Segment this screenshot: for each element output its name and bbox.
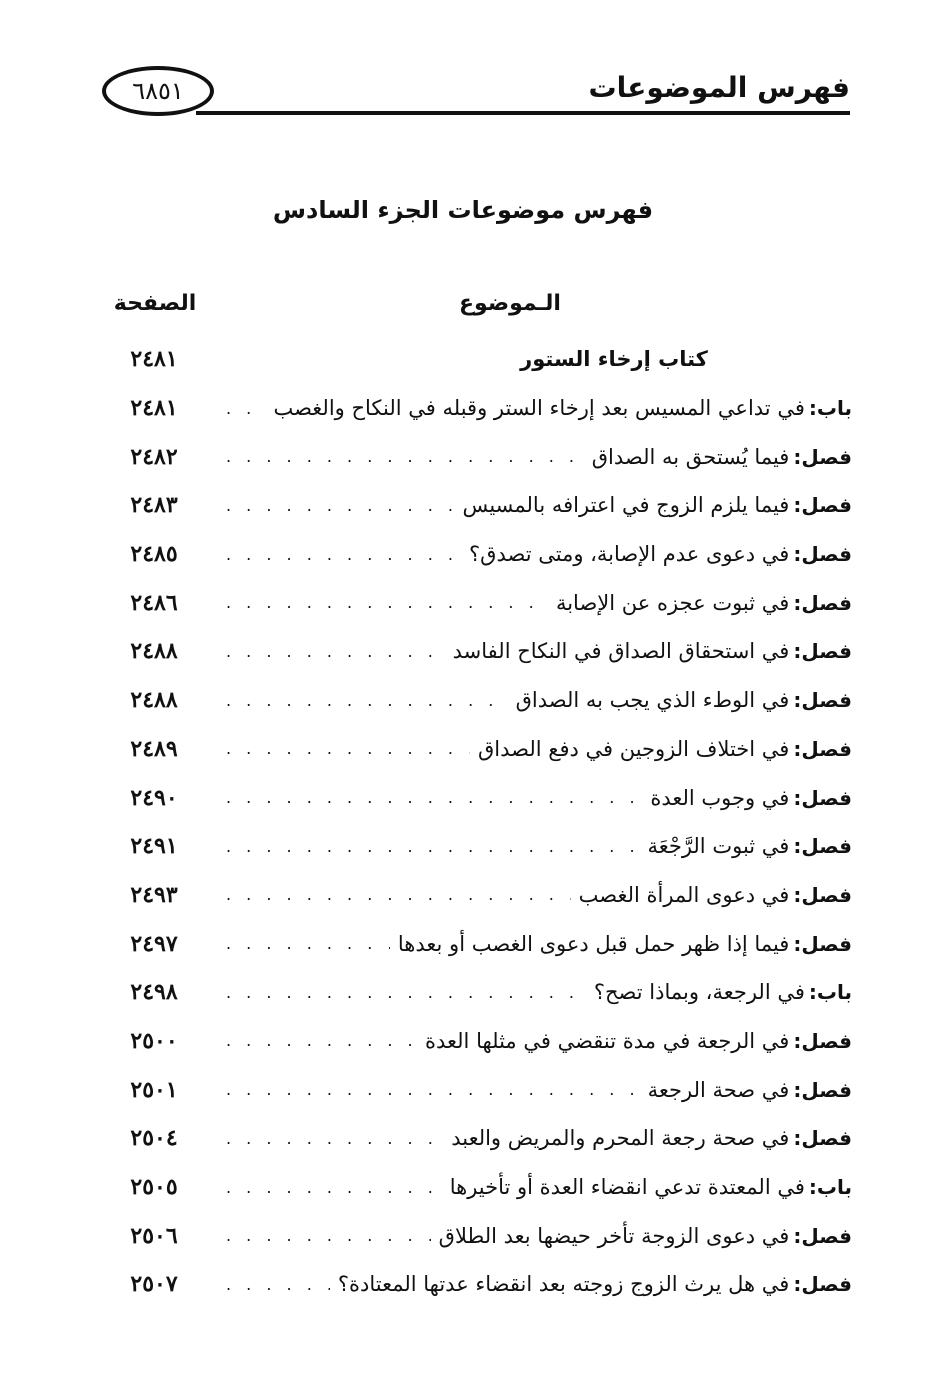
toc-entry-label: فصل: — [793, 931, 852, 956]
toc-entry-text — [226, 822, 852, 871]
toc-entry-text — [226, 725, 852, 774]
toc-entry-text — [226, 968, 852, 1017]
page-number-badge: ٦٨٥١ — [102, 66, 214, 116]
toc-entry-label: فصل: — [793, 1126, 852, 1151]
toc-entry-label: فصل: — [793, 736, 852, 761]
toc-entry-text — [226, 1211, 852, 1260]
toc-row — [96, 530, 852, 579]
toc-entry-text — [226, 919, 852, 968]
toc-entry-text — [226, 1114, 852, 1163]
running-header — [96, 66, 850, 120]
leader-dots — [226, 1178, 442, 1197]
leader-dots — [226, 496, 455, 515]
toc-entry-label: فصل: — [793, 785, 852, 810]
toc-entry-subject: فيما يلزم الزوج في اعترافه بالمسيس — [462, 493, 790, 518]
column-header-page: الصفحة — [113, 291, 197, 316]
toc-entry-subject: في وجوب العدة — [650, 785, 790, 810]
toc-entry-subject: في الرجعة، وبماذا تصح؟ — [593, 980, 805, 1005]
header-rule — [196, 111, 850, 115]
leader-dots — [226, 934, 390, 953]
toc-entry-subject: في الوطء الذي يجب به الصداق — [515, 688, 790, 713]
toc-entry-page: ٢٥٠١ — [130, 1076, 178, 1103]
toc-row — [96, 822, 852, 871]
toc-entry-page: ٢٤٨١ — [130, 395, 178, 422]
toc-row — [96, 725, 852, 774]
leader-dots — [226, 1275, 330, 1294]
toc-entry-label: فصل: — [793, 834, 852, 859]
toc-entry-subject: في استحقاق الصداق في النكاح الفاسد — [452, 639, 790, 664]
toc-entry-label: فصل: — [793, 590, 852, 615]
toc-entry-page: ٢٤٩٣ — [130, 881, 178, 908]
toc-entry-subject: في دعوى المرأة الغصب — [578, 882, 790, 907]
leader-dots — [226, 1226, 431, 1245]
toc-entry-subject: فيما إذا ظهر حمل قبل دعوى الغصب أو بعدها — [397, 931, 790, 956]
toc-entry-page: ٢٤٩٨ — [130, 979, 178, 1006]
leader-dots — [226, 1129, 443, 1148]
toc-entry-text — [226, 773, 852, 822]
toc-row — [96, 432, 852, 481]
toc-entry-page: ٢٤٨٥ — [130, 541, 178, 568]
toc-row — [96, 773, 852, 822]
leader-dots — [226, 447, 584, 466]
toc-entry-page: ٢٤٨٦ — [130, 589, 178, 616]
toc-row — [96, 1211, 852, 1260]
toc-entry-subject: في اختلاف الزوجين في دفع الصداق — [478, 736, 790, 761]
toc-row — [96, 481, 852, 530]
toc-entry-page: ٢٥٠٠ — [130, 1027, 178, 1054]
toc-entry-subject: في صحة الرجعة — [647, 1077, 790, 1102]
toc-entry-page: ٢٤٨٩ — [130, 735, 178, 762]
toc-entry-text — [226, 384, 852, 433]
toc-entry-text — [226, 627, 852, 676]
toc-row — [96, 871, 852, 920]
toc-entry-subject: في دعوى عدم الإصابة، ومتى تصدق؟ — [469, 542, 790, 567]
toc-entry-page: ٢٤٩١ — [130, 833, 178, 860]
toc-row — [96, 1163, 852, 1212]
toc-entry-label: فصل: — [793, 1077, 852, 1102]
toc-row — [96, 919, 852, 968]
leader-dots — [226, 837, 639, 856]
leader-dots — [226, 739, 470, 758]
toc-entry-label: فصل: — [793, 444, 852, 469]
toc-entry-subject: في هل يرث الزوج زوجته بعد انقضاء عدتها المعتادة؟ — [337, 1272, 790, 1297]
toc-entry-label: فصل: — [793, 542, 852, 567]
toc-entry-subject: فيما يُستحق به الصداق — [591, 444, 790, 469]
toc-row — [96, 627, 852, 676]
leader-dots — [226, 1031, 417, 1050]
toc-row — [96, 578, 852, 627]
toc-entry-label: باب: — [808, 396, 852, 421]
toc-row — [96, 968, 852, 1017]
toc-entry-text — [226, 1260, 852, 1309]
toc-entry-label: فصل: — [793, 1272, 852, 1297]
toc-entry-text — [226, 335, 852, 384]
toc-entry-label: باب: — [808, 980, 852, 1005]
toc-entry-text — [226, 871, 852, 920]
toc-entry-label: فصل: — [793, 688, 852, 713]
toc-entry-label: فصل: — [793, 493, 852, 518]
toc-entry-page: ٢٤٨٢ — [130, 443, 178, 470]
toc-entry-page: ٢٥٠٥ — [130, 1174, 178, 1201]
toc-list — [96, 335, 852, 1309]
toc-entry-subject: في ثبوت عجزه عن الإصابة — [555, 590, 790, 615]
toc-row — [96, 335, 852, 384]
toc-entry-subject: في ثبوت الرَّجْعَة — [647, 834, 790, 859]
toc-row — [96, 1017, 852, 1066]
leader-dots — [226, 983, 586, 1002]
leader-dots — [226, 593, 548, 612]
leader-dots — [226, 642, 445, 661]
header-title: فهرس الموضوعات — [588, 71, 850, 104]
toc-row — [96, 1065, 852, 1114]
toc-entry-page: ٢٤٨٨ — [130, 687, 178, 714]
section-title: فهرس موضوعات الجزء السادس — [272, 196, 654, 224]
toc-entry-text — [226, 1163, 852, 1212]
leader-dots — [226, 1080, 640, 1099]
toc-entry-text — [226, 676, 852, 725]
toc-entry-label: فصل: — [793, 1223, 852, 1248]
column-header-subject: الـموضوع — [459, 291, 561, 316]
toc-entry-page: ٢٤٩٧ — [130, 930, 178, 957]
leader-dots — [226, 399, 265, 418]
toc-entry-text — [226, 578, 852, 627]
toc-entry-subject: كتاب إرخاء الستور — [520, 347, 708, 372]
toc-entry-page: ٢٤٨٣ — [130, 492, 178, 519]
toc-row — [96, 1260, 852, 1309]
toc-entry-text — [226, 1017, 852, 1066]
toc-entry-page: ٢٥٠٧ — [130, 1271, 178, 1298]
toc-entry-subject: في المعتدة تدعي انقضاء العدة أو تأخيرها — [449, 1175, 805, 1200]
toc-row — [96, 384, 852, 433]
leader-dots — [226, 545, 461, 564]
toc-entry-label: فصل: — [793, 1028, 852, 1053]
toc-entry-label: فصل: — [793, 639, 852, 664]
toc-entry-subject: في صحة رجعة المحرم والمريض والعبد — [451, 1126, 790, 1151]
toc-entry-subject: في دعوى الزوجة تأخر حيضها بعد الطلاق — [438, 1223, 790, 1248]
toc-entry-subject: في الرجعة في مدة تنقضي في مثلها العدة — [425, 1028, 790, 1053]
toc-entry-page: ٢٥٠٦ — [130, 1222, 178, 1249]
toc-row — [96, 676, 852, 725]
leader-dots — [226, 885, 571, 904]
leader-dots — [226, 788, 642, 807]
toc-entry-text — [226, 481, 852, 530]
toc-entry-text — [226, 1065, 852, 1114]
leader-dots — [226, 691, 508, 710]
toc-entry-page: ٢٤٩٠ — [130, 784, 178, 811]
toc-entry-text — [226, 432, 852, 481]
toc-entry-page: ٢٥٠٤ — [130, 1125, 178, 1152]
toc-entry-label: باب: — [808, 1175, 852, 1200]
toc-entry-subject: في تداعي المسيس بعد إرخاء الستر وقبله في النكاح والغصب — [273, 396, 805, 421]
toc-entry-label: فصل: — [793, 882, 852, 907]
toc-entry-page: ٢٤٨٨ — [130, 638, 178, 665]
toc-entry-page: ٢٤٨١ — [130, 346, 178, 373]
toc-entry-text — [226, 530, 852, 579]
toc-row — [96, 1114, 852, 1163]
